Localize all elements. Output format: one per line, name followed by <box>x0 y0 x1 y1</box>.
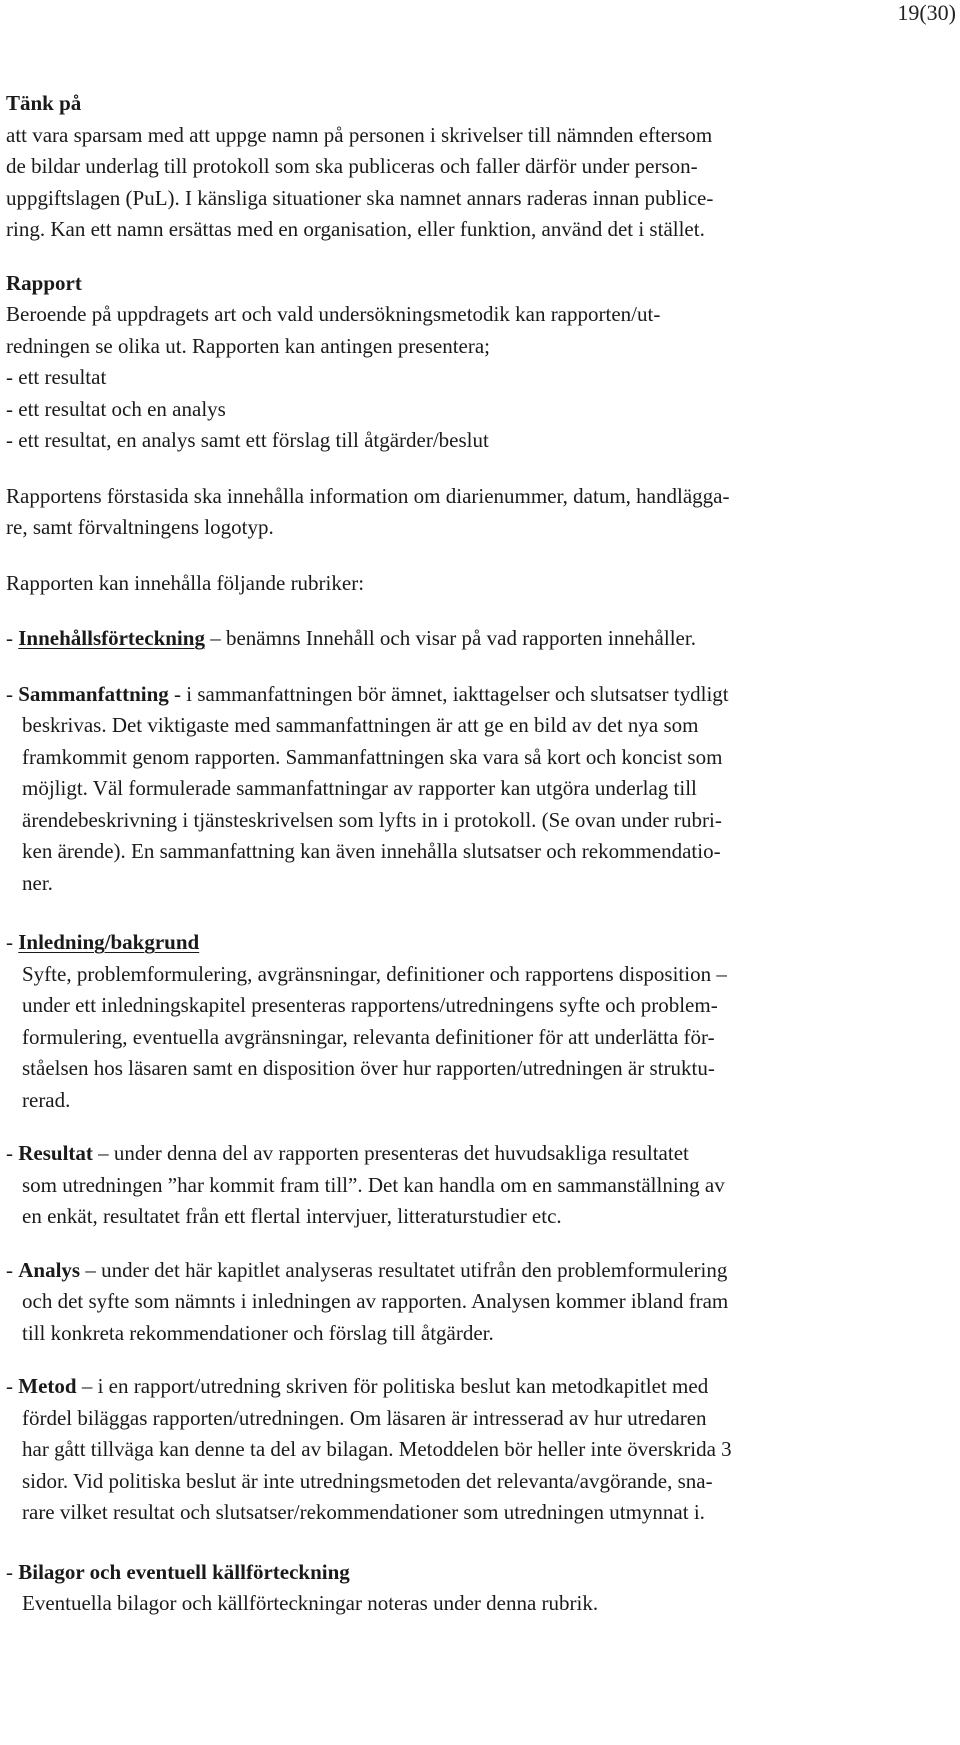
section-text: – i en rapport/utredning skriven för politiska beslut kan metodkapitlet med <box>76 1374 709 1398</box>
section-text: – under denna del av rapporten presenteras det huvudsakliga resultatet <box>92 1141 689 1165</box>
section-text: – benämns Innehåll och visar på vad rapporten innehåller. <box>204 626 696 650</box>
section-prefix: - <box>6 1374 19 1398</box>
rapport-section <box>6 268 956 457</box>
paragraph-line: möjligt. Väl formulerade sammanfattningar av rapporter kan utgöra underlag till <box>22 776 697 800</box>
paragraph-line: ärendebeskrivning i tjänsteskrivelsen som lyfts in i protokoll. (Se ovan under rubri- <box>22 807 722 832</box>
list-item: - ett resultat <box>6 365 107 389</box>
forstasida-paragraph <box>6 481 956 544</box>
paragraph-line: rerad. <box>22 1087 71 1112</box>
paragraph-line: fördel biläggas rapporten/utredningen. Om läsaren är intresserad av hur utredaren <box>22 1405 707 1430</box>
tank-pa-section <box>6 88 956 246</box>
rapport-heading: Rapport <box>6 270 82 295</box>
section-title-bilagor: Bilagor och eventuell källförteckning <box>18 1559 350 1584</box>
section-prefix: - <box>6 1141 19 1165</box>
rubriker-intro: Rapporten kan innehålla följande rubriker: <box>6 570 365 595</box>
paragraph-line: framkommit genom rapporten. Sammanfattningen ska vara så kort och koncist som <box>22 744 723 769</box>
section-prefix: - <box>6 930 19 954</box>
paragraph-line: sidor. Vid politiska beslut är inte utredningsmetoden det relevanta/avgörande, sna- <box>22 1468 713 1493</box>
section-analys <box>6 1255 956 1350</box>
paragraph-line: Syfte, problemformulering, avgränsningar, definitioner och rapportens disposition – <box>22 961 727 986</box>
paragraph-line: ner. <box>22 870 53 895</box>
tank-pa-heading: Tänk på <box>6 91 82 115</box>
paragraph-line: ståelsen hos läsaren samt en disposition över hur rapporten/utredningen är struktu- <box>22 1056 715 1080</box>
section-title-sammanfattning: Sammanfattning <box>18 681 169 706</box>
paragraph-line: till konkreta rekommendationer och förslag till åtgärder. <box>22 1320 494 1345</box>
paragraph-line: Rapportens förstasida ska innehålla information om diarienummer, datum, handlägga- <box>6 483 730 508</box>
paragraph-line: att vara sparsam med att uppge namn på personen i skrivelser till nämnden eftersom <box>6 122 713 147</box>
paragraph-line: redningen se olika ut. Rapporten kan antingen presentera; <box>6 333 491 358</box>
section-resultat <box>6 1138 956 1233</box>
paragraph-line: re, samt förvaltningens logotyp. <box>6 515 274 539</box>
page-number: 19(30) <box>897 0 956 25</box>
section-title-metod: Metod <box>18 1374 77 1398</box>
paragraph-line: ken ärende). En sammanfattning kan även innehålla slutsatser och rekommendatio- <box>22 839 721 863</box>
section-text: - i sammanfattningen bör ämnet, iakttagelser och slutsatser tydligt <box>168 681 729 706</box>
section-prefix: - <box>6 1257 19 1282</box>
section-title-resultat: Resultat <box>18 1141 93 1165</box>
section-prefix: - <box>6 1559 19 1584</box>
paragraph-line: rare vilket resultat och slutsatser/rekommendationer som utredningen utmynnat i. <box>22 1500 705 1524</box>
section-text: – under det här kapitlet analyseras resultatet utifrån den problemformulering <box>80 1257 728 1282</box>
section-title-innehall: Innehållsförteckning <box>18 626 205 650</box>
paragraph-line: som utredningen ”har kommit fram till”. Det kan handla om en sammanställning av <box>22 1172 725 1197</box>
list-item: - ett resultat och en analys <box>6 396 226 421</box>
paragraph-line: uppgiftslagen (PuL). I känsliga situationer ska namnet annars raderas innan publice- <box>6 185 714 210</box>
paragraph-line: Eventuella bilagor och källförteckningar noteras under denna rubrik. <box>22 1591 599 1615</box>
paragraph-line: formulering, eventuella avgränsningar, relevanta definitioner för att underlätta för- <box>22 1024 715 1049</box>
paragraph-line: de bildar underlag till protokoll som ska publiceras och faller därför under person- <box>6 154 698 178</box>
section-innehall <box>6 623 956 655</box>
section-inledning <box>6 927 956 1116</box>
paragraph-line: beskrivas. Det viktigaste med sammanfattningen är att ge en bild av det nya som <box>22 713 699 737</box>
section-prefix: - <box>6 681 19 706</box>
paragraph-line: har gått tillväga kan denne ta del av bilagan. Metoddelen bör heller inte överskrida 3 <box>22 1437 732 1461</box>
section-prefix: - <box>6 626 19 650</box>
paragraph-line: och det syfte som nämnts i inledningen av rapporten. Analysen kommer ibland fram <box>22 1289 729 1313</box>
paragraph-line: Beroende på uppdragets art och vald undersökningsmetodik kan rapporten/ut- <box>6 302 661 326</box>
section-title-inledning: Inledning/bakgrund <box>18 930 200 954</box>
section-metod <box>6 1371 956 1529</box>
section-bilagor <box>6 1557 956 1620</box>
section-title-analys: Analys <box>18 1257 81 1282</box>
paragraph-line: under ett inledningskapitel presenteras rapportens/utredningens syfte och problem- <box>22 993 718 1017</box>
document-body <box>6 88 956 1620</box>
paragraph-line: en enkät, resultatet från ett flertal intervjuer, litteraturstudier etc. <box>22 1204 562 1228</box>
section-sammanfattning <box>6 679 956 900</box>
paragraph-line: ring. Kan ett namn ersättas med en organisation, eller funktion, använd det i stället. <box>6 217 705 241</box>
list-item: - ett resultat, en analys samt ett förslag till åtgärder/beslut <box>6 428 489 452</box>
